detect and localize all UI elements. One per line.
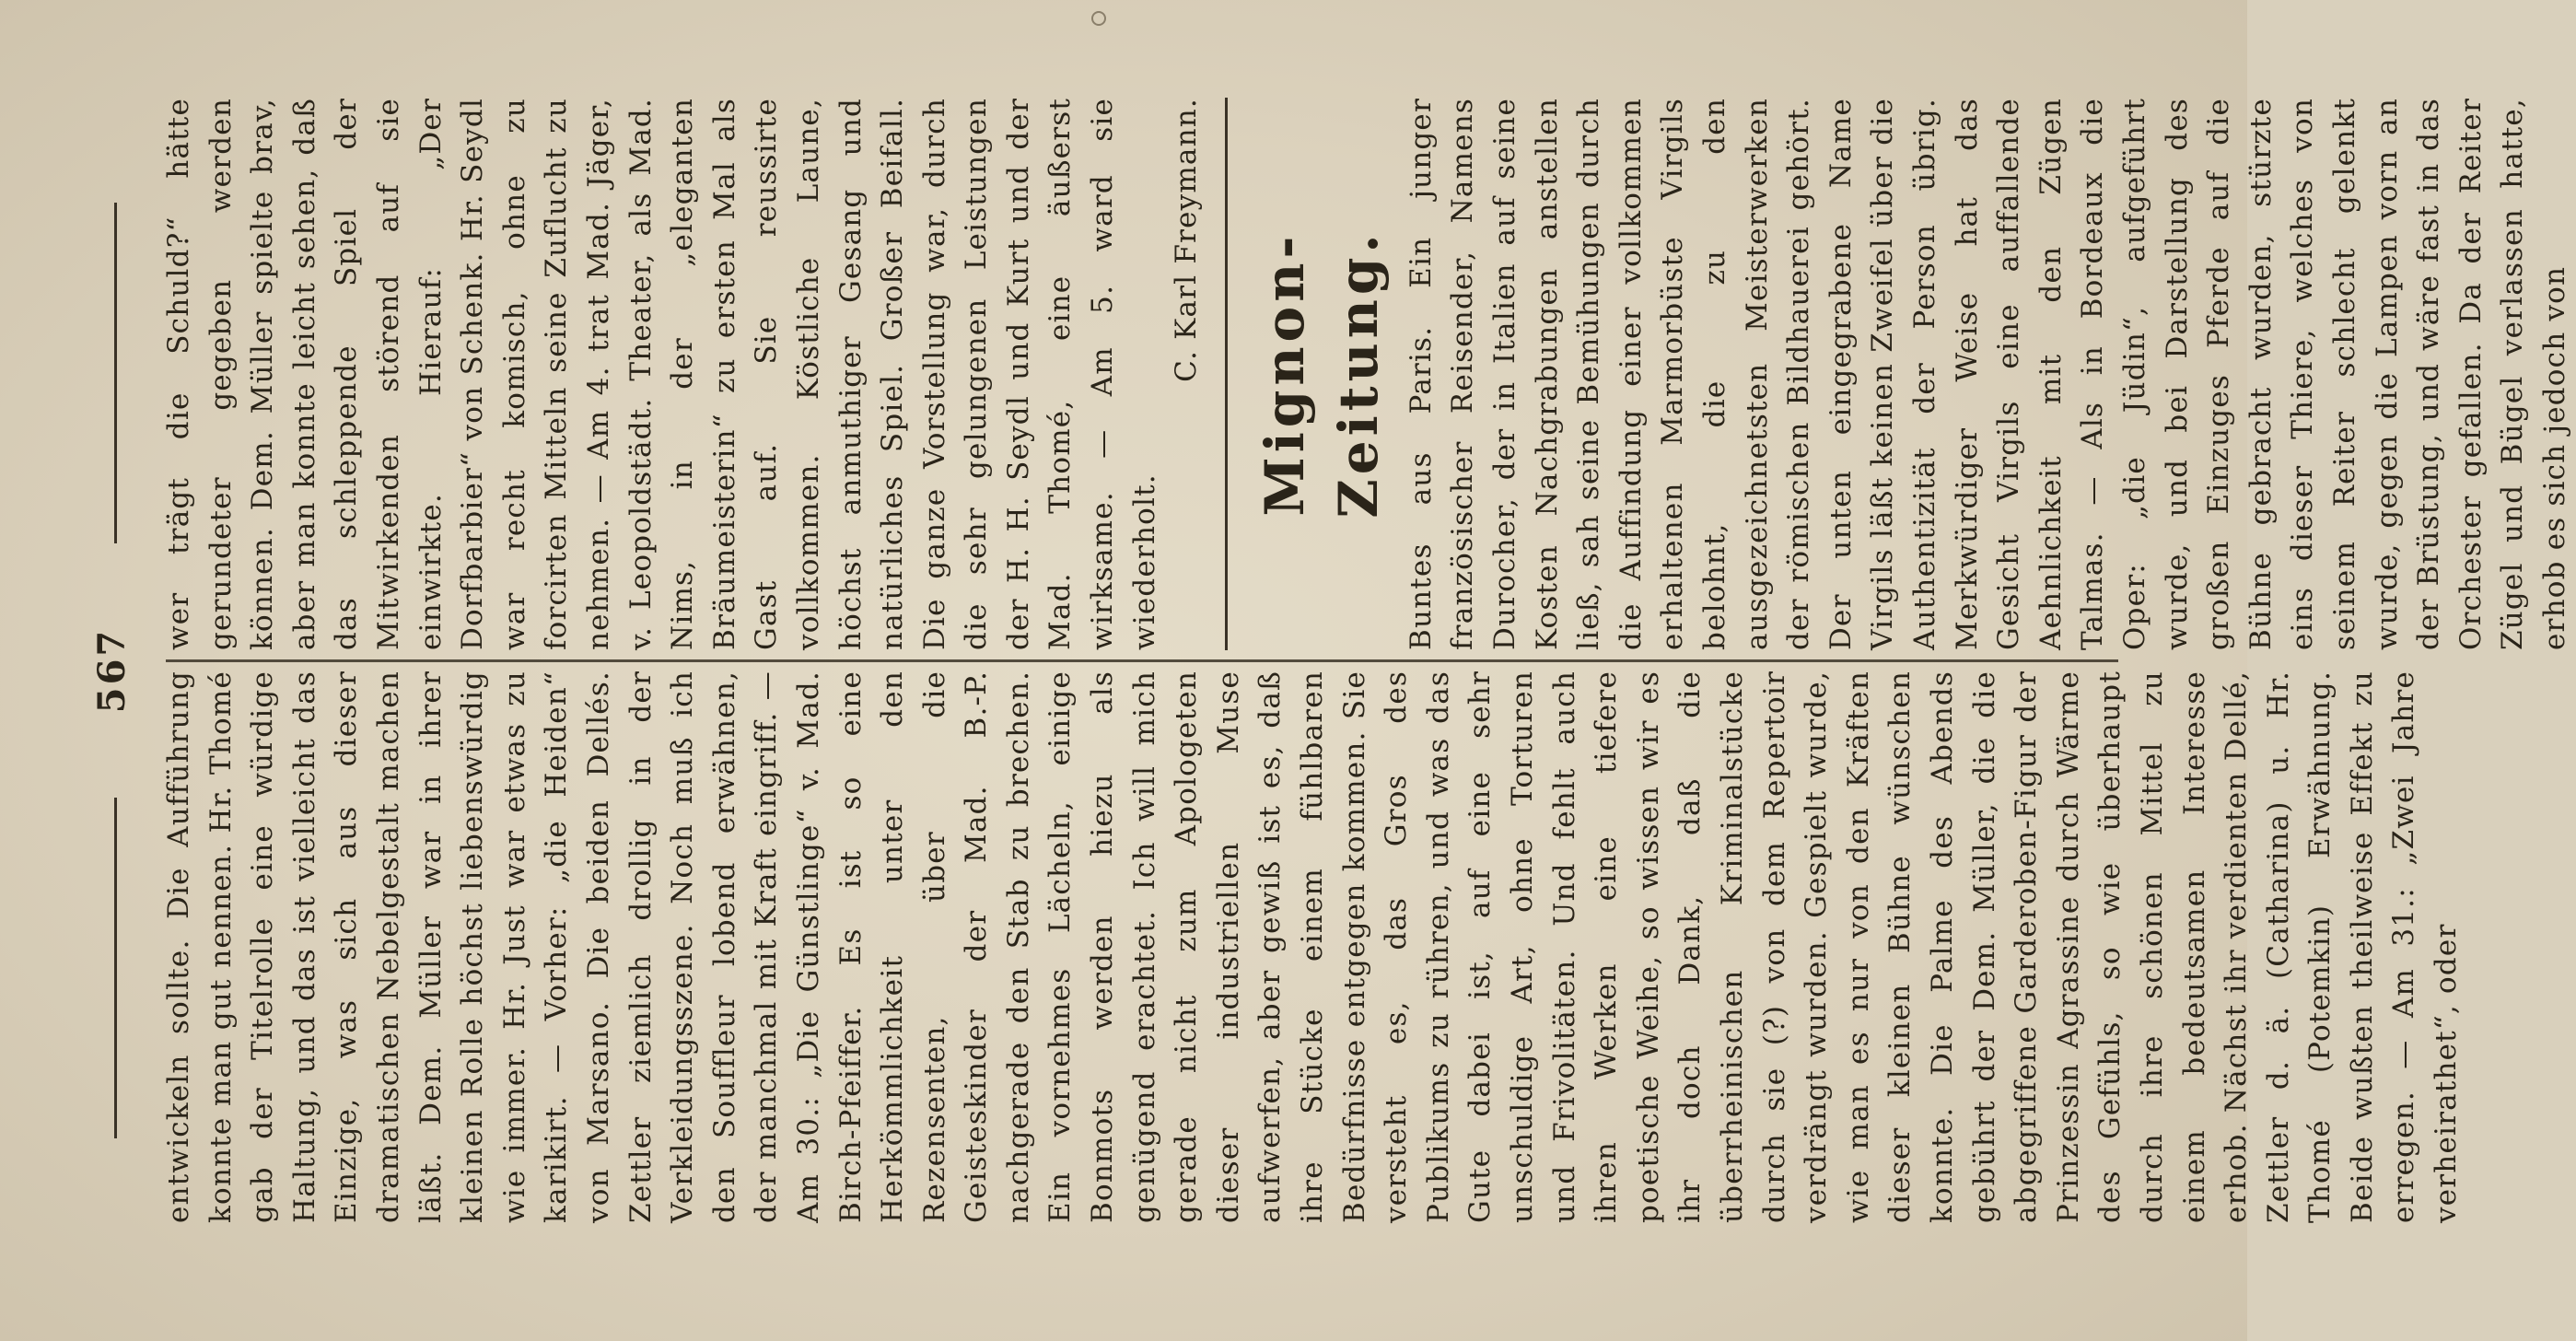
- left-column: [158, 670, 2464, 1223]
- right-column: [158, 98, 2571, 650]
- column-divider: [166, 659, 2118, 662]
- header-rule-right: [114, 203, 117, 543]
- section-title: Mignon-Zeitung.: [1253, 229, 1390, 519]
- section-paragraph: Buntes aus Paris. Ein junger französischer Reisender, Namens Durocher, der in Italien auf seine Kosten Nachgrabungen anstellen ließ, sah seine Bemühungen durch die Auffindung einer vollkommen erhaltenen Marmorbüste Virgils belohnt, die zu den ausgezeichnetsten Meisterwerken der römischen Bildhauerei gehört. Der unten eingegrabene Name Virgils läßt keinen Zweifel über die Authentizität der Person übrig. Merkwürdiger Weise hat das Gesicht Virgils eine auffallende Aehnlichkeit mit den Zügen Talmas. — Als in Bordeaux die Oper: „die Jüdin“, aufgeführt wurde, und bei Darstellung des großen Einzuges Pferde auf die Bühne gebracht wurden, stürzte eins dieser Thiere, welches von seinem Reiter schlecht gelenkt wurde, gegen die Lampen vorn an der Brüstung, und wäre fast in das Orchester gefallen. Da der Reiter Zügel und Bügel verlassen hatte, erhob es sich jedoch von: [1404, 98, 2571, 650]
- right-column-paragraph: wer trägt die Schuld?“ hätte gerundeter gegeben werden können. Dem. Müller spielte brav, aber man konnte leicht sehen, daß das schleppende Spiel der Mitwirkenden störend auf sie einwirkte. Hierauf: „Der Dorfbarbier“ von Schenk. Hr. Seydl war recht komisch, ohne zu forcirten Mitteln seine Zuflucht zu nehmen. — Am 4. trat Mad. Jäger, v. Leopoldstädt. Theater, als Mad. Nims, in der „eleganten Bräumeisterin“ zu ersten Mal als Gast auf. Sie reussirte vollkommen. Köstliche Laune, höchst anmuthiger Gesang und natürliches Spiel. Großer Beifall. Die ganze Vorstellung war, durch die sehr gelungenen Leistungen der H. H. Seydl und Kurt und der Mad. Thomé, eine äußerst wirksame. — Am 5. ward sie wiederholt.: [162, 98, 1161, 650]
- section-rule: [1225, 98, 1228, 650]
- page-number: 567: [90, 627, 134, 714]
- left-column-paragraph: entwickeln sollte. Die Aufführung konnte man gut nennen. Hr. Thomé gab der Titelrolle eine würdige Haltung, und das ist vielleicht das Einzige, was sich aus dieser dramatischen Nebelgestalt machen läßt. Dem. Müller war in ihrer kleinen Rolle höchst liebenswürdig wie immer. Hr. Just war etwas zu karikirt. — Vorher: „die Heiden“ von Marsano. Die beiden Dellés. Zettler ziemlich drollig in der Verkleidungsszene. Noch muß ich den Souffleur lobend erwähnen, der manchmal mit Kraft eingriff. — Am 30.: „Die Günstlinge“ v. Mad. Birch-Pfeiffer. Es ist so eine Herkömmlichkeit unter den Rezensenten, über die Geisteskinder der Mad. B.-P. nachgerade den Stab zu brechen. Ein vornehmes Lächeln, einige Bonmots werden hiezu als genügend erachtet. Ich will mich gerade nicht zum Apologeten dieser industriellen Muse aufwerfen, aber gewiß ist es, daß ihre Stücke einem fühlbaren Bedürfnisse entgegen kommen. Sie versteht es, das Gros des Publikums zu rühren, und was das Gute dabei ist, auf eine sehr unschuldige Art, ohne Torturen und Frivolitäten. Und fehlt auch ihren Werken eine tiefere poetische Weihe, so wissen wir es ihr doch Dank, daß die überrheinischen Kriminalstücke durch sie (?) von dem Repertoir verdrängt wurden. Gespielt wurde, wie man es nur von den Kräften dieser kleinen Bühne wünschen konnte. Die Palme des Abends gebührt der Dem. Müller, die die abgegriffene Garderoben-Figur der Prinzessin Agrassine durch Wärme des Gefühls, so wie überhaupt durch ihre schönen Mittel zu einem bedeutsamen Interesse erhob. Nächst ihr verdienten Dellé, Zettler d. ä. (Catharina) u. Hr. Thomé (Potemkin) Erwähnung. Beide wußten theilweise Effekt zu erregen. — Am 31.: „Zwei Jahre verheirathet“, oder: [162, 670, 2464, 1223]
- page-header: [85, 0, 140, 1341]
- author-signature: C. Karl Freymann.: [1170, 98, 1204, 382]
